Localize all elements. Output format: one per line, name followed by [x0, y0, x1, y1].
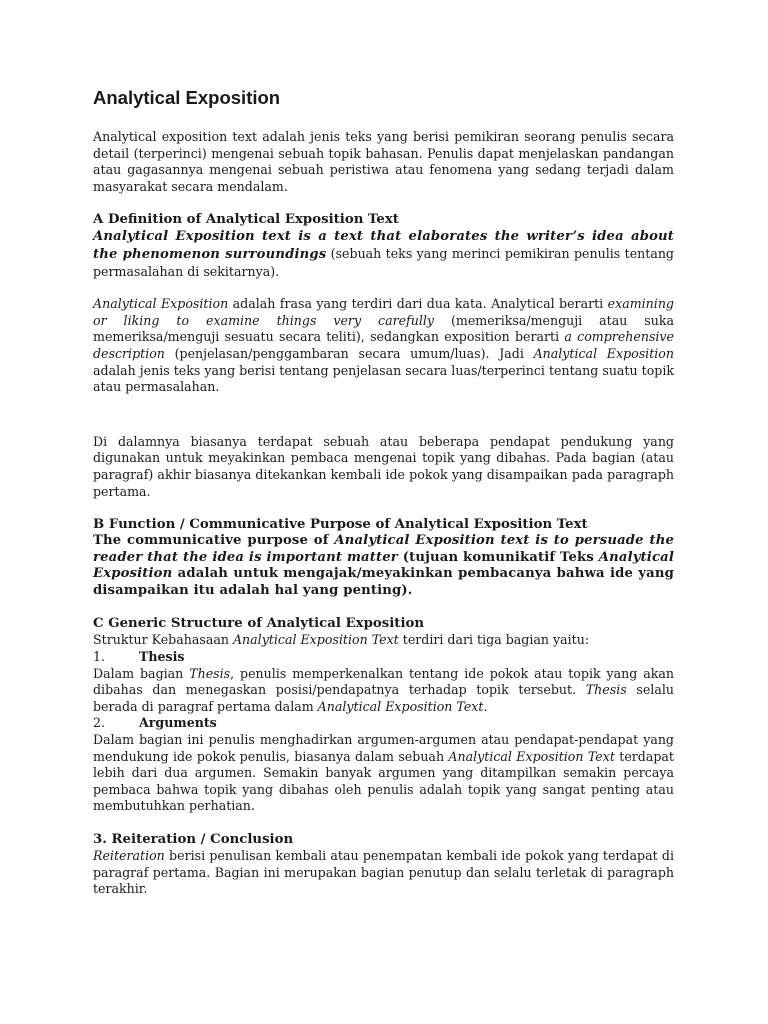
purpose-italic: Analytical Exposition text is to persuade the reader that the idea is important matter — [93, 533, 674, 565]
reiteration-heading: 3. Reiteration / Conclusion — [93, 832, 294, 847]
text-span: (tujuan komunikatif Teks — [397, 549, 599, 565]
text-span: Dalam bagian — [93, 665, 190, 681]
section-c-heading: C Generic Structure of Analytical Exposition — [93, 616, 425, 632]
text-span: terdapat lebih dari dua argumen. Semakin banyak argumen yang ditampilkan semakin percaya pembaca bahwa topik yang dibahas oleh penulis adalah topik yang sangat penting atau membutuhkan perhatian. — [93, 748, 674, 814]
term-reiteration: Reiteration — [93, 848, 165, 863]
list-number: 2. — [93, 715, 106, 731]
page-title: Analytical Exposition — [93, 87, 281, 108]
structure-intro — [93, 632, 674, 649]
text-span: adalah untuk mengajak/meyakinkan pembacanya bahwa ide yang disampaikan itu adalah hal yang penting). — [93, 566, 674, 598]
text-span: (memeriksa/menguji atau suka memeriksa/menguji sesuatu secara teliti), sedangkan exposition berarti — [93, 312, 675, 345]
thesis-title: Thesis — [139, 649, 185, 665]
section-b-heading: B Function / Communicative Purpose of Analytical Exposition Text — [93, 517, 588, 533]
arguments-item-heading — [93, 715, 674, 732]
definition-italic: Analytical Exposition text is a text that elaborates the writer’s idea about the phenomenon surroundings — [93, 229, 674, 262]
intro-paragraph: Analytical exposition text adalah jenis teks yang berisi pemikiran seorang penulis secara detail (terperinci) mengenai sebuah topik bahasan. Penulis dapat menjelaskan pandangan atau gagasannya mengenai sebuah peristiwa atau fenomena yang sedang terjadi dalam masyarakat secara mendalam. — [93, 129, 674, 194]
section-a-heading: A Definition of Analytical Exposition Text — [93, 212, 399, 228]
text-span: adalah frasa yang terdiri dari dua kata. Analytical berarti — [228, 296, 608, 312]
thesis-paragraph — [93, 666, 674, 716]
text-span: Struktur Kebahasaan — [93, 632, 233, 648]
definition-rest: (sebuah teks yang merinci pemikiran penulis tentang permasalahan di sekitarnya). — [93, 245, 674, 279]
text-span: . — [483, 698, 488, 714]
text-span: selalu berada di paragraf pertama dalam — [93, 682, 674, 714]
reiteration-paragraph — [93, 848, 674, 898]
term-thesis: Thesis — [189, 665, 231, 681]
arguments-title: Arguments — [139, 715, 217, 731]
text-span: , penulis memperkenalkan tentang ide pokok atau topik yang akan dibahas dan menegaskan posisi/pendapatnya terhadap topik tersebut. — [93, 665, 674, 698]
term-analytical-exposition-text: Analytical Exposition Text — [317, 698, 484, 714]
list-number: 1. — [93, 649, 106, 665]
supporting-paragraph: Di dalamnya biasanya terdapat sebuah atau beberapa pendapat pendukung yang digunakan untuk meyakinkan pembaca mengenai topik yang dibahas. Pada bagian (atau paragraf) akhir biasanya ditekankan kembali ide pokok yang disampaikan pada paragraph pertama. — [93, 433, 674, 499]
text-span: (penjelasan/penggambaran secara umum/luas). Jadi — [164, 345, 534, 361]
text-span: berisi penulisan kembali atau penempatan kembali ide pokok yang terdapat di paragraf pertama. Bagian ini merupakan bagian penutup dan selalu terletak di paragraph terakhir. — [93, 848, 674, 897]
text-span: adalah jenis teks yang berisi tentang penjelasan secara luas/terperinci tentang suatu topik atau permasalahan. — [93, 362, 674, 395]
term-analytical-exposition: Analytical Exposition — [533, 345, 674, 361]
definition-paragraph — [93, 228, 674, 280]
document-page — [93, 86, 674, 898]
purpose-paragraph — [93, 533, 674, 599]
thesis-item-heading — [93, 649, 674, 666]
term-analytical-exposition-text: Analytical Exposition Text — [448, 748, 615, 764]
term-analytical-exposition: Analytical Exposition — [93, 296, 229, 312]
term-analytical-exposition: Analytical Exposition — [93, 549, 674, 582]
term-analytical-exposition-text: Analytical Exposition Text — [232, 632, 399, 648]
arguments-paragraph — [93, 732, 674, 815]
text-span: Dalam bagian ini penulis menghadirkan argumen-argumen atau pendapat-pendapat yang mendukung ide pokok penulis, biasanya dalam sebuah — [93, 732, 674, 764]
term-thesis: Thesis — [585, 682, 627, 698]
meaning-paragraph — [93, 296, 674, 396]
term-examining: examining or liking to examine things very carefully — [93, 296, 674, 328]
text-span: The communicative purpose of — [93, 533, 335, 549]
text-span: terdiri dari tiga bagian yaitu: — [398, 632, 590, 648]
term-comprehensive: a comprehensive description — [93, 329, 675, 361]
